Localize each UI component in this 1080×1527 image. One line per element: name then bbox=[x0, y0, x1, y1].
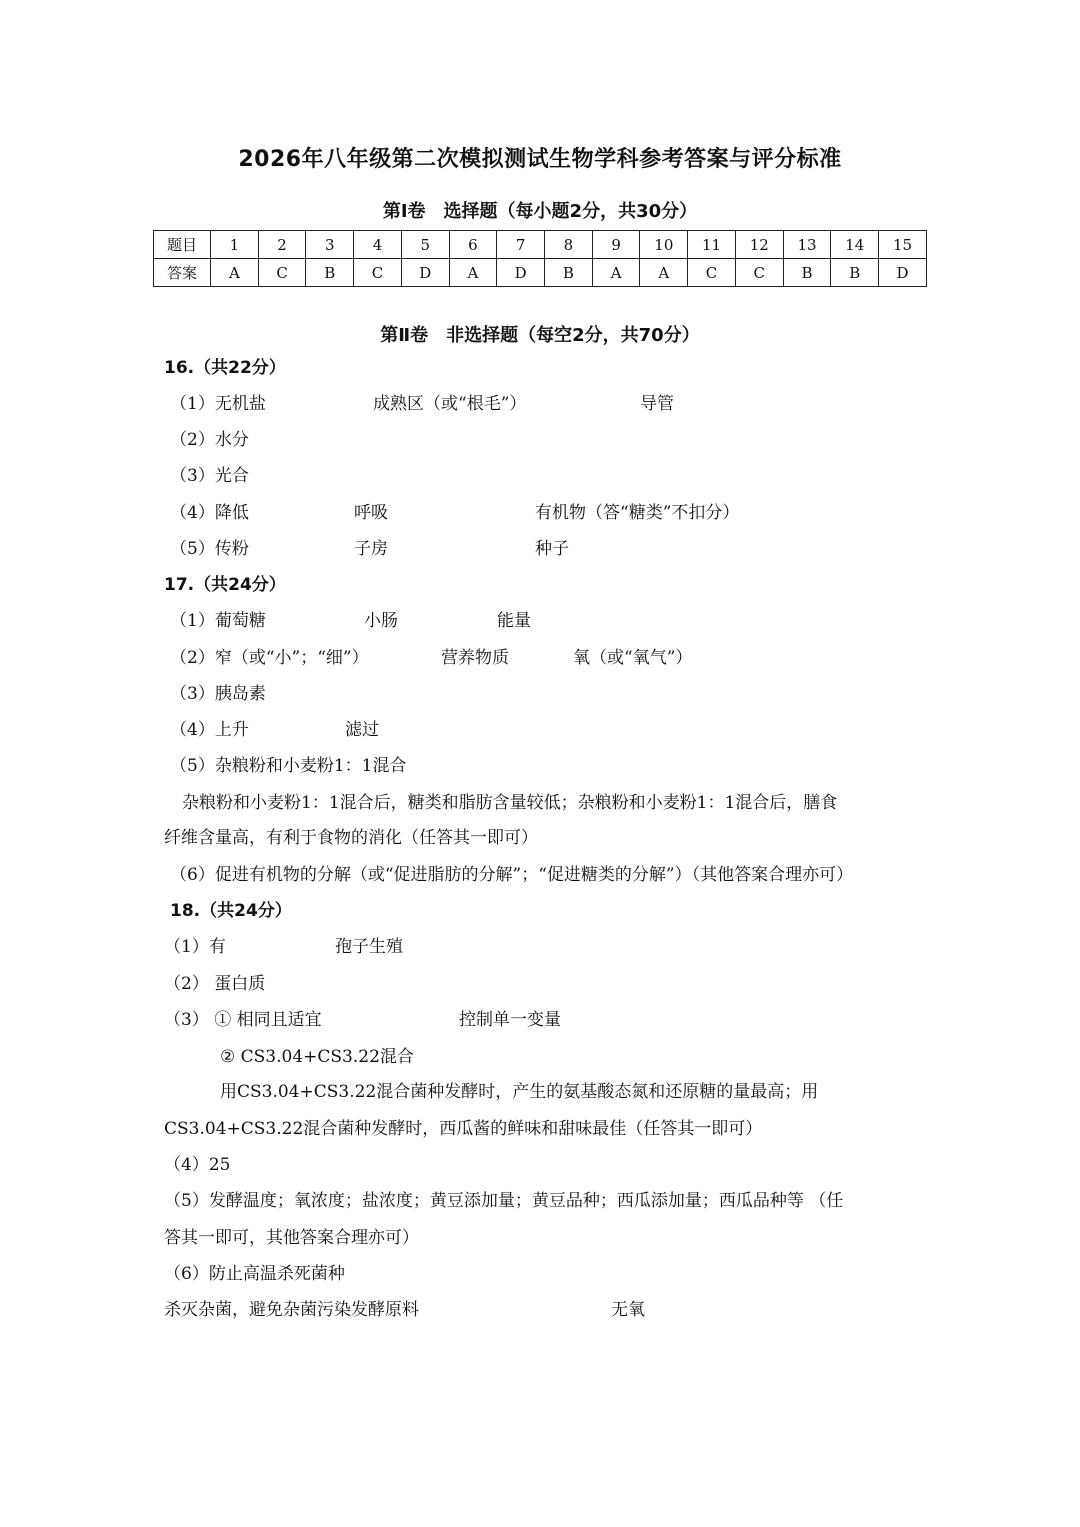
answer-line: （5）杂粮粉和小麦粉1：1混合 bbox=[170, 756, 407, 776]
answer-line: 答其一即可，其他答案合理亦可） bbox=[164, 1228, 419, 1248]
table-cell: C bbox=[354, 259, 402, 287]
answer-line: 孢子生殖 bbox=[335, 937, 403, 957]
answer-line: 杂粮粉和小麦粉1：1混合后，糖类和脂肪含量较低；杂粮粉和小麦粉1：1混合后，膳食 bbox=[182, 793, 838, 813]
answer-line: 控制单一变量 bbox=[459, 1010, 561, 1030]
answer-line: （2）窄（或“小”；“细”） bbox=[170, 648, 369, 668]
answer-line: 纤维含量高，有利于食物的消化（任答其一即可） bbox=[164, 828, 538, 848]
table-cell: B bbox=[831, 259, 879, 287]
answer-line: （5）发酵温度；氧浓度；盐浓度；黄豆添加量；黄豆品种；西瓜添加量；西瓜品种等 （任 bbox=[164, 1191, 844, 1211]
answer-line: （3） ① 相同且适宜 bbox=[164, 1010, 322, 1030]
answer-line: （1）有 bbox=[164, 937, 226, 957]
table-cell: D bbox=[401, 259, 449, 287]
table-cell: C bbox=[258, 259, 306, 287]
table-cell: 7 bbox=[497, 231, 545, 259]
table-cell: 3 bbox=[306, 231, 354, 259]
question-17-header: 17.（共24分） bbox=[164, 575, 286, 595]
table-cell: D bbox=[497, 259, 545, 287]
answer-line: 导管 bbox=[640, 394, 674, 414]
table-cell: C bbox=[735, 259, 783, 287]
answer-line: 滤过 bbox=[345, 720, 379, 740]
table-cell: B bbox=[545, 259, 593, 287]
answer-line: 呼吸 bbox=[354, 503, 388, 523]
table-cell: B bbox=[783, 259, 831, 287]
answer-line: 营养物质 bbox=[441, 648, 509, 668]
table-row bbox=[154, 259, 927, 287]
table-cell: 8 bbox=[545, 231, 593, 259]
answer-line: 用CS3.04+CS3.22混合菌种发酵时，产生的氨基酸态氮和还原糖的量最高；用 bbox=[220, 1082, 819, 1102]
row-label: 答案 bbox=[154, 259, 211, 287]
answer-line: （6）防止高温杀死菌种 bbox=[164, 1264, 345, 1284]
question-16-header: 16.（共22分） bbox=[164, 358, 286, 378]
table-cell: A bbox=[211, 259, 259, 287]
table-cell: 6 bbox=[449, 231, 497, 259]
table-cell: A bbox=[592, 259, 640, 287]
answer-line: （4）25 bbox=[164, 1155, 231, 1175]
table-cell: C bbox=[688, 259, 736, 287]
answer-line: 小肠 bbox=[364, 611, 398, 631]
table-cell: 1 bbox=[211, 231, 259, 259]
table-cell: D bbox=[879, 259, 927, 287]
answer-line: （2）水分 bbox=[170, 430, 249, 450]
answer-line: （4）降低 bbox=[170, 503, 249, 523]
answer-line: 种子 bbox=[535, 539, 569, 559]
answer-line: （6）促进有机物的分解（或“促进脂肪的分解”；“促进糖类的分解”）（其他答案合理亦可） bbox=[170, 865, 854, 885]
answer-line: （3）胰岛素 bbox=[170, 684, 266, 704]
table-cell: 12 bbox=[735, 231, 783, 259]
table-cell: 11 bbox=[688, 231, 736, 259]
answer-line: （1）葡萄糖 bbox=[170, 611, 266, 631]
table-cell: 4 bbox=[354, 231, 402, 259]
answer-line: （2） 蛋白质 bbox=[164, 974, 266, 994]
row-label: 题目 bbox=[154, 231, 211, 259]
answer-line: 成熟区（或“根毛”） bbox=[373, 394, 527, 414]
table-cell: 2 bbox=[258, 231, 306, 259]
table-cell: 5 bbox=[401, 231, 449, 259]
table-cell: B bbox=[306, 259, 354, 287]
part1-title: 第Ⅰ卷 选择题（每小题2分，共30分） bbox=[382, 201, 698, 222]
table-cell: 15 bbox=[879, 231, 927, 259]
answer-line: 杀灭杂菌，避免杂菌污染发酵原料 bbox=[164, 1300, 419, 1320]
answer-line: ② CS3.04+CS3.22混合 bbox=[220, 1047, 414, 1067]
answer-line: （1）无机盐 bbox=[170, 394, 266, 414]
part2-title: 第Ⅱ卷 非选择题（每空2分，共70分） bbox=[380, 325, 700, 346]
table-cell: A bbox=[449, 259, 497, 287]
answer-line: （5）传粉 bbox=[170, 539, 249, 559]
page-title: 2026年八年级第二次模拟测试生物学科参考答案与评分标准 bbox=[238, 147, 842, 172]
answer-line: （4）上升 bbox=[170, 720, 249, 740]
answer-line: 子房 bbox=[354, 539, 388, 559]
answer-line: 能量 bbox=[497, 611, 531, 631]
table-cell: 14 bbox=[831, 231, 879, 259]
answer-line: （3）光合 bbox=[170, 466, 249, 486]
table-cell: 9 bbox=[592, 231, 640, 259]
table-cell: A bbox=[640, 259, 688, 287]
answer-table bbox=[153, 230, 927, 287]
table-cell: 10 bbox=[640, 231, 688, 259]
table-cell: 13 bbox=[783, 231, 831, 259]
answer-line: 无氧 bbox=[611, 1300, 645, 1320]
answer-line: CS3.04+CS3.22混合菌种发酵时，西瓜酱的鲜味和甜味最佳（任答其一即可） bbox=[164, 1119, 763, 1139]
table-row bbox=[154, 231, 927, 259]
question-18-header: 18.（共24分） bbox=[170, 901, 292, 921]
answer-line: 有机物（答“糖类”不扣分） bbox=[535, 503, 740, 523]
answer-line: 氧（或“氧气”） bbox=[573, 648, 693, 668]
